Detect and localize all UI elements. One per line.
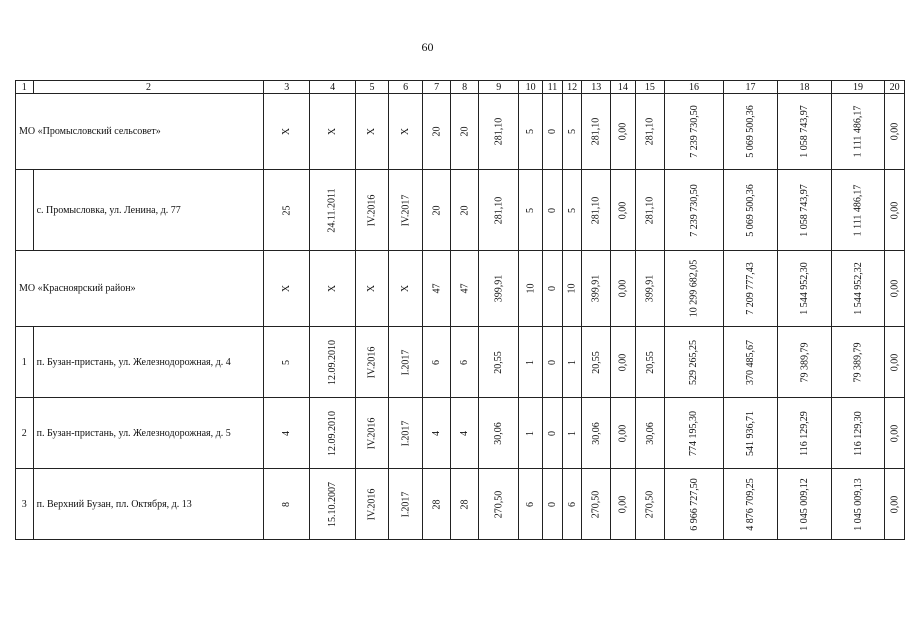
cell-value: 1	[566, 430, 578, 436]
cell	[356, 469, 389, 540]
cell-value: 281,10	[590, 196, 602, 224]
cell	[582, 94, 611, 170]
row-number	[16, 170, 34, 251]
cell	[582, 398, 611, 469]
cell-value: 12.09.2010	[327, 410, 339, 456]
cell	[423, 327, 451, 398]
cell	[310, 398, 356, 469]
header-row	[16, 81, 905, 94]
cell-value: 370 485,67	[745, 339, 756, 385]
cell-value: X	[327, 127, 339, 136]
header-cell: 18	[778, 81, 832, 94]
cell-value: 5	[525, 207, 537, 213]
cell	[310, 327, 356, 398]
cell	[479, 170, 519, 251]
cell	[479, 469, 519, 540]
cell-value: I.2017	[400, 491, 412, 517]
cell	[665, 327, 724, 398]
cell	[310, 469, 356, 540]
cell	[543, 94, 563, 170]
header-cell: 15	[635, 81, 665, 94]
cell-value: 0,00	[889, 424, 901, 442]
cell-value: 5	[566, 129, 578, 134]
cell	[582, 251, 611, 327]
cell	[450, 170, 478, 251]
cell	[635, 170, 665, 251]
cell	[582, 170, 611, 251]
cell	[610, 170, 635, 251]
cell-value: 15.10.2007	[327, 481, 339, 527]
header-cell: 3	[264, 81, 310, 94]
cell-value: X	[366, 127, 378, 136]
cell	[562, 170, 582, 251]
cell-value: 5	[566, 207, 578, 213]
header-cell: 4	[310, 81, 356, 94]
cell	[423, 251, 451, 327]
cell	[665, 398, 724, 469]
cell	[562, 469, 582, 540]
cell	[582, 327, 611, 398]
cell	[310, 251, 356, 327]
cell	[479, 398, 519, 469]
cell-value: 0,00	[617, 424, 629, 442]
cell-value: 25	[281, 205, 293, 215]
cell	[388, 170, 422, 251]
cell	[356, 94, 389, 170]
cell	[778, 251, 832, 327]
cell	[543, 251, 563, 327]
cell-value: 8	[281, 501, 293, 507]
cell-value: 6	[431, 359, 443, 365]
cell-value: 1 111 486,17	[852, 184, 864, 236]
cell-value: 10	[566, 283, 578, 294]
cell	[543, 327, 563, 398]
cell-value: IV.2016	[366, 488, 378, 520]
cell-value: 47	[459, 283, 471, 294]
cell-value: 12.09.2010	[327, 339, 339, 385]
header-cell: 7	[423, 81, 451, 94]
cell	[635, 398, 665, 469]
cell	[264, 398, 310, 469]
cell-value: X	[366, 284, 378, 293]
cell	[610, 327, 635, 398]
cell	[723, 398, 778, 469]
cell	[635, 94, 665, 170]
cell	[264, 94, 310, 170]
cell-value: 0,00	[617, 495, 629, 513]
cell-value: 79 389,79	[799, 342, 811, 382]
row-number: 1	[16, 327, 34, 398]
header-cell: 11	[543, 81, 563, 94]
cell-value: 270,50	[644, 490, 656, 518]
cell	[423, 94, 451, 170]
cell-value: 5 069 500,36	[745, 183, 756, 237]
cell	[562, 251, 582, 327]
cell	[543, 170, 563, 251]
cell-value: 1	[566, 359, 578, 365]
cell-value: X	[400, 127, 412, 136]
cell	[562, 398, 582, 469]
cell-value: 6	[459, 359, 471, 365]
cell	[479, 327, 519, 398]
cell-value: 774 195,30	[688, 410, 700, 456]
cell	[723, 251, 778, 327]
cell-value: 1 058 743,97	[799, 183, 811, 237]
cell	[356, 251, 389, 327]
cell	[665, 251, 724, 327]
cell	[885, 170, 905, 251]
cell	[479, 94, 519, 170]
cell-value: 4	[281, 430, 293, 436]
cell-value: X	[281, 127, 293, 136]
cell	[264, 251, 310, 327]
cell-value: 10	[525, 283, 537, 294]
cell	[635, 327, 665, 398]
cell-value: 6	[566, 501, 578, 507]
cell	[450, 94, 478, 170]
cell	[543, 469, 563, 540]
cell	[264, 469, 310, 540]
cell-value: 4	[431, 430, 443, 436]
cell	[778, 327, 832, 398]
cell	[562, 94, 582, 170]
cell-value: 281,10	[644, 117, 656, 146]
cell	[519, 327, 543, 398]
cell-value: 0	[546, 359, 558, 365]
cell-value: 1 544 952,30	[799, 262, 811, 315]
cell-value: 1 544 952,32	[852, 262, 864, 315]
cell-value: 7 239 730,50	[688, 183, 700, 237]
cell	[264, 327, 310, 398]
cell-value: 0	[546, 430, 558, 436]
cell-value: 399,91	[644, 274, 656, 303]
item-row	[16, 327, 905, 398]
header-cell: 17	[723, 81, 778, 94]
page-number: 60	[421, 40, 434, 54]
cell-value: 20	[459, 205, 471, 215]
cell-value: 0,00	[889, 353, 901, 371]
header-cell: 6	[388, 81, 422, 94]
address-name: п. Бузан-пристань, ул. Железнодорожная, д. 5	[33, 398, 264, 469]
cell-value: 20,55	[644, 350, 656, 374]
cell	[450, 469, 478, 540]
cell	[665, 469, 724, 540]
cell	[543, 398, 563, 469]
cell-value: IV.2016	[366, 346, 378, 378]
cell	[388, 251, 422, 327]
cell	[519, 94, 543, 170]
cell	[519, 469, 543, 540]
cell	[665, 170, 724, 251]
cell-value: 0	[546, 501, 558, 507]
cell-value: 1	[525, 359, 537, 365]
header-cell: 20	[885, 81, 905, 94]
header-cell: 10	[519, 81, 543, 94]
cell-value: 0,00	[617, 201, 629, 219]
cell	[831, 94, 885, 170]
cell	[310, 170, 356, 251]
cell	[778, 94, 832, 170]
header-cell: 14	[610, 81, 635, 94]
cell-value: 0	[546, 286, 558, 291]
cell	[831, 469, 885, 540]
cell	[723, 469, 778, 540]
cell-value: 20,55	[590, 350, 602, 374]
cell	[885, 251, 905, 327]
cell	[885, 327, 905, 398]
cell	[723, 94, 778, 170]
cell-value: 1 045 009,13	[852, 477, 864, 531]
cell-value: 20	[431, 126, 443, 137]
cell	[610, 398, 635, 469]
cell	[388, 327, 422, 398]
cell	[885, 469, 905, 540]
cell	[450, 251, 478, 327]
cell-value: 281,10	[493, 117, 505, 146]
cell	[264, 170, 310, 251]
cell-value: 281,10	[644, 196, 656, 224]
cell	[885, 398, 905, 469]
header-cell: 12	[562, 81, 582, 94]
header-cell: 1	[16, 81, 34, 94]
cell	[831, 398, 885, 469]
cell	[356, 327, 389, 398]
cell	[423, 398, 451, 469]
cell-value: 270,50	[493, 490, 505, 518]
cell	[723, 170, 778, 251]
address-name: п. Бузан-пристань, ул. Железнодорожная, д. 4	[33, 327, 264, 398]
cell-value: I.2017	[400, 349, 412, 375]
row-number: 2	[16, 398, 34, 469]
cell	[423, 469, 451, 540]
cell-value: I.2017	[400, 420, 412, 446]
cell-value: 270,50	[590, 490, 602, 518]
cell-value: 24.11.2011	[327, 187, 339, 233]
cell	[778, 469, 832, 540]
cell-value: 0,00	[889, 201, 901, 219]
header-cell: 9	[479, 81, 519, 94]
cell-value: 30,06	[590, 421, 602, 445]
cell-value: X	[327, 284, 339, 293]
header-cell: 2	[33, 81, 264, 94]
cell-value: 28	[431, 499, 443, 509]
cell	[610, 94, 635, 170]
cell	[310, 94, 356, 170]
cell	[635, 251, 665, 327]
cell	[388, 469, 422, 540]
cell	[423, 170, 451, 251]
cell-value: IV.2017	[400, 194, 412, 226]
cell-value: 281,10	[493, 196, 505, 224]
header-cell: 5	[356, 81, 389, 94]
address-name: п. Верхний Бузан, пл. Октября, д. 13	[33, 469, 264, 540]
item-row	[16, 469, 905, 540]
cell	[519, 398, 543, 469]
cell-value: 20,55	[493, 350, 505, 374]
group-row	[16, 251, 905, 327]
cell-value: 0,00	[617, 279, 629, 298]
cell-value: 47	[431, 283, 443, 294]
address-name: с. Промысловка, ул. Ленина, д. 77	[33, 170, 264, 251]
cell	[831, 170, 885, 251]
cell-value: 7 209 777,43	[745, 262, 756, 315]
cell	[562, 327, 582, 398]
cell-value: 1 111 486,17	[852, 105, 864, 158]
cell-value: 1 058 743,97	[799, 105, 811, 158]
header-cell: 16	[665, 81, 724, 94]
cell	[665, 94, 724, 170]
cell	[885, 94, 905, 170]
data-table	[15, 80, 905, 540]
cell-value: 0,00	[617, 122, 629, 141]
cell-value: 4	[459, 430, 471, 436]
cell-value: 5	[281, 359, 293, 365]
cell-value: 0,00	[889, 495, 901, 513]
cell	[635, 469, 665, 540]
cell-value: 116 129,29	[799, 410, 811, 456]
row-number: 3	[16, 469, 34, 540]
cell-value: 10 299 682,05	[688, 259, 700, 318]
cell	[450, 398, 478, 469]
group-name: МО «Промысловский сельсовет»	[16, 94, 264, 170]
cell	[723, 327, 778, 398]
cell-value: IV.2016	[366, 417, 378, 449]
cell	[519, 251, 543, 327]
cell-value: 281,10	[590, 117, 602, 146]
cell-value: 20	[459, 126, 471, 137]
group-name: МО «Красноярский район»	[16, 251, 264, 327]
cell-value: 30,06	[493, 421, 505, 445]
cell-value: 116 129,30	[852, 410, 864, 456]
cell	[450, 327, 478, 398]
cell	[388, 94, 422, 170]
cell-value: 28	[459, 499, 471, 509]
header-cell: 8	[450, 81, 478, 94]
cell-value: 7 239 730,50	[688, 105, 700, 158]
cell-value: 79 389,79	[852, 342, 864, 382]
cell-value: 5	[525, 129, 537, 134]
cell-value: 1	[525, 430, 537, 436]
cell-value: 6 966 727,50	[688, 477, 700, 531]
cell-value: 0,00	[617, 353, 629, 371]
cell-value: IV.2016	[366, 194, 378, 226]
cell	[610, 251, 635, 327]
cell-value: 30,06	[644, 421, 656, 445]
cell-value: 20	[431, 205, 443, 215]
cell-value: 0,00	[889, 122, 901, 141]
cell	[778, 170, 832, 251]
cell-value: 399,91	[590, 274, 602, 303]
cell-value: 529 265,25	[688, 339, 700, 385]
cell	[356, 170, 389, 251]
cell	[582, 469, 611, 540]
item-row	[16, 170, 905, 251]
cell-value: 541 936,71	[745, 410, 756, 456]
cell	[610, 469, 635, 540]
cell	[831, 327, 885, 398]
cell	[778, 398, 832, 469]
cell-value: 5 069 500,36	[745, 105, 756, 158]
cell-value: 4 876 709,25	[745, 477, 756, 531]
group-row	[16, 94, 905, 170]
cell	[388, 398, 422, 469]
item-row	[16, 398, 905, 469]
cell	[831, 251, 885, 327]
cell-value: 399,91	[493, 274, 505, 303]
header-cell: 13	[582, 81, 611, 94]
cell	[356, 398, 389, 469]
cell-value: 6	[525, 501, 537, 507]
cell-value: 0,00	[889, 279, 901, 298]
cell-value: 0	[546, 129, 558, 134]
cell	[519, 170, 543, 251]
cell	[479, 251, 519, 327]
header-cell: 19	[831, 81, 885, 94]
cell-value: 0	[546, 207, 558, 213]
cell-value: 1 045 009,12	[799, 477, 811, 531]
cell-value: X	[281, 284, 293, 293]
cell-value: X	[400, 284, 412, 293]
